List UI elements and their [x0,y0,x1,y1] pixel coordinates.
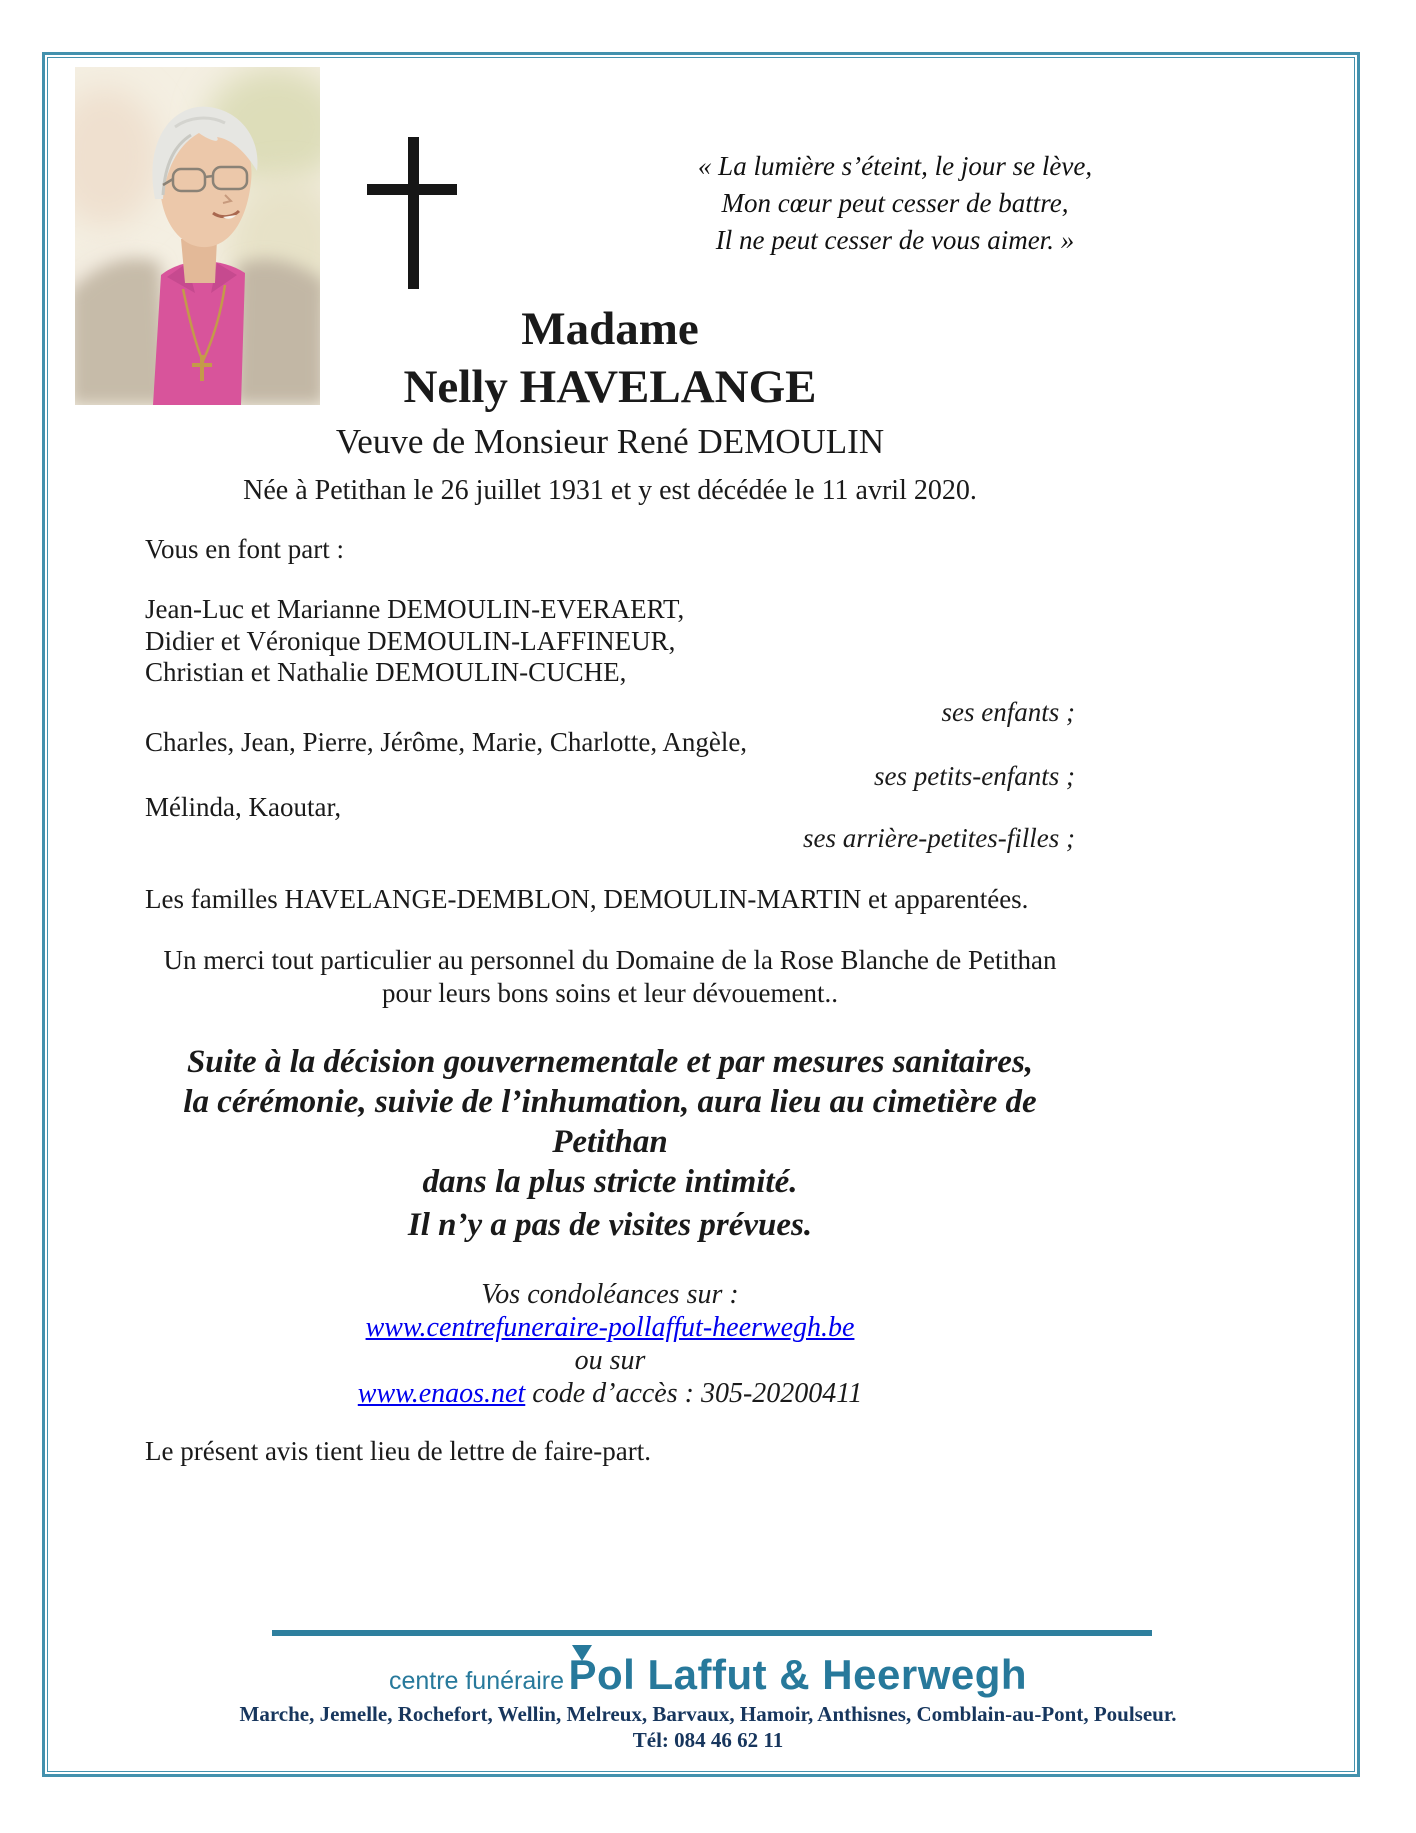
condolences-link-enaos[interactable]: www.enaos.net [357,1378,526,1409]
thanks-line-2: pour leurs bons soins et leur dévouement.. [382,978,838,1008]
condolences-or: ou sur [574,1345,646,1376]
deceased-name: Nelly HAVELANGE [403,361,817,413]
quote-line-3: Il ne peut cesser de vous aimer. » [715,225,1075,255]
thanks-line-1: Un merci tout particulier au personnel du Domaine de la Rose Blanche de Petithan [163,945,1057,975]
notice-line-3: dans la plus stricte intimité. [422,1164,798,1200]
condolences-intro: Vos condoléances sur : [481,1279,739,1310]
condolences-link-primary[interactable]: www.centrefuneraire-pollaffut-heerwegh.be [365,1312,855,1343]
announcement-intro: Vous en font part : [145,534,344,564]
funeral-home-brand [0,1652,1416,1708]
quote-line-2: Mon cœur peut cesser de battre, [721,188,1069,218]
memorial-quote [645,148,1145,259]
grandchildren-label: ses petits-enfants ; [874,761,1075,791]
great-grandchildren-label: ses arrière-petites-filles ; [803,823,1075,853]
civility-title: Madame [521,303,699,355]
great-grandchildren-names: Mélinda, Kaoutar, [145,792,342,822]
funeral-home-cities: Marche, Jemelle, Rochefort, Wellin, Melreux, Barvaux, Hamoir, Anthisnes, Comblain-au-Pont, Poulseur. [239,1702,1177,1726]
children-names [145,594,684,689]
footer-divider [272,1630,1152,1636]
children-line-2: Didier et Véronique DEMOULIN-LAFFINEUR, [145,625,676,656]
grandchildren-names: Charles, Jean, Pierre, Jérôme, Marie, Charlotte, Angèle, [145,727,748,757]
deceased-header [145,300,1075,514]
families-line: Les familles HAVELANGE-DEMBLON, DEMOULIN-MARTIN et apparentées. [145,884,1029,914]
condolences-block [145,1278,1075,1410]
children-label: ses enfants ; [941,697,1075,727]
cross-horizontal-bar [367,184,457,195]
no-visits-line: Il n’y a pas de visites prévues. [407,1207,813,1243]
ceremony-notice [145,1042,1075,1202]
memorial-cross-icon [367,137,457,289]
brand-prefix: centre funéraire [388,1667,565,1695]
children-line-3: Christian et Nathalie DEMOULIN-CUCHE, [145,657,627,687]
thanks-paragraph [145,944,1075,1010]
condolences-access-code: code d’accès : 305-20200411 [532,1378,863,1409]
notice-line-1: Suite à la décision gouvernementale et par mesures sanitaires, [186,1044,1034,1080]
funeral-home-phone: Tél: 084 46 62 11 [632,1728,784,1752]
quote-line-1: « La lumière s’éteint, le jour se lève, [697,151,1093,181]
notice-line-2: la cérémonie, suivie de l’inhumation, aura lieu au cimetière de Petithan [183,1084,1037,1160]
closing-line: Le présent avis tient lieu de lettre de faire-part. [145,1436,652,1466]
brand-name: Pol Laffut & Heerwegh [568,1651,1028,1698]
children-line-1: Jean-Luc et Marianne DEMOULIN-EVERAERT, [145,594,685,624]
cross-vertical-bar [408,137,419,289]
birth-death-line: Née à Petithan le 26 juillet 1931 et y est décédée le 11 avril 2020. [243,475,977,506]
widow-subtitle: Veuve de Monsieur René DEMOULIN [335,422,885,461]
